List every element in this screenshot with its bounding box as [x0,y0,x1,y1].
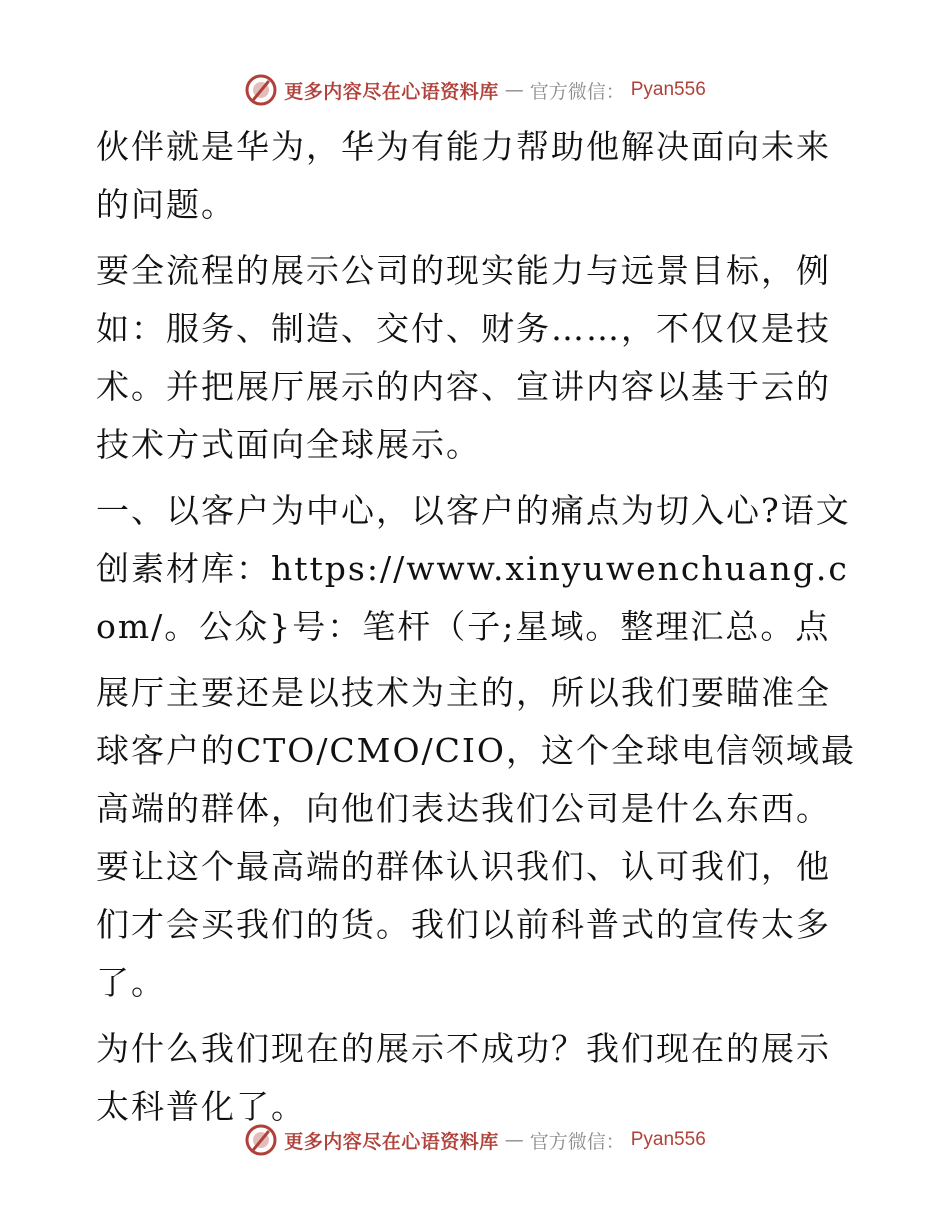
document-body [96,118,856,1144]
watermark-sub-text: 官方微信： [529,1130,625,1153]
brush-seal-icon [244,73,278,107]
watermark-main-text: 更多内容尽在心语资料库 [284,80,499,103]
paragraph: 为什么我们现在的展示不成功？我们现在的展示太科普化了。 [96,1029,831,1126]
watermark-dash: — [504,79,524,101]
watermark-wechat-id: Pyan556 [630,79,706,100]
brush-seal-icon [244,1123,278,1157]
watermark-wechat-id: Pyan556 [630,1129,706,1150]
paragraph: 伙伴就是华为，华为有能力帮助他解决面向未来的问题。 [96,127,831,224]
header-watermark [0,70,950,110]
paragraph: 一、以客户为中心，以客户的痛点为切入心?语文创素材库：https://www.xinyuwenchuang.com/。公众}号：笔杆（子;星域。整理汇总。点 [96,491,851,646]
paragraph: 展厅主要还是以技术为主的，所以我们要瞄准全球客户的CTO/CMO/CIO，这个全球电信领域最高端的群体，向他们表达我们公司是什么东西。要让这个最高端的群体认识我们、认可我们，他们才会买我们的货。我们以前科普式的宣传太多了。 [96,673,856,1002]
watermark-dash: — [504,1129,524,1151]
watermark-main-text: 更多内容尽在心语资料库 [284,1130,499,1153]
footer-watermark [0,1120,950,1160]
watermark-sub-text: 官方微信： [529,80,625,103]
paragraph: 要全流程的展示公司的现实能力与远景目标，例如：服务、制造、交付、财务……，不仅仅是技术。并把展厅展示的内容、宣讲内容以基于云的技术方式面向全球展示。 [96,251,831,464]
